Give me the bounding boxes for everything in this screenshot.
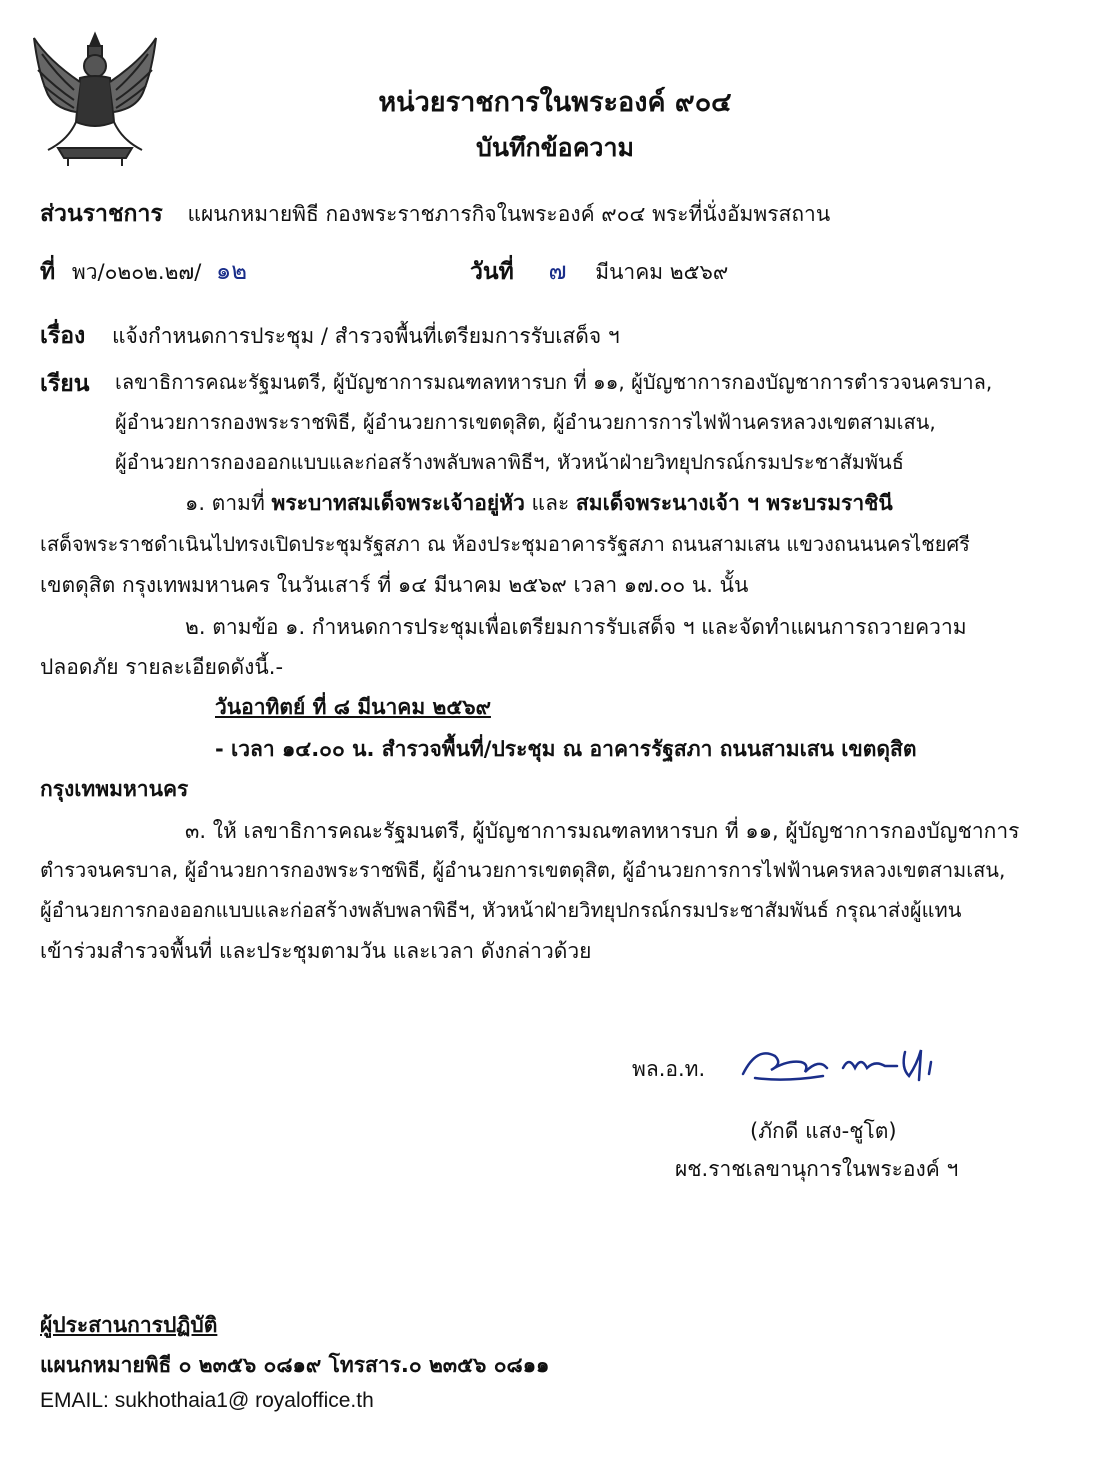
recipient-line: เลขาธิการคณะรัฐมนตรี, ผู้บัญชาการมณฑลทหารบก ที่ ๑๑, ผู้บัญชาการกองบัญชาการตำรวจนครบาล,: [115, 370, 993, 394]
handwritten-signature-icon: [735, 1038, 945, 1088]
recipient-line: ผู้อำนวยการกองออกแบบและก่อสร้างพลับพลาพิธีฯ, หัวหน้าฝ่ายวิทยุปกรณ์กรมประชาสัมพันธ์: [115, 450, 904, 474]
recipient-label: เรียน: [40, 371, 90, 397]
signer-rank: พล.อ.ท.: [632, 1057, 706, 1081]
department-label: ส่วนราชการ: [40, 201, 163, 227]
paragraph-2-line-2: ปลอดภัย รายละเอียดดังนี้.-: [40, 655, 284, 679]
document-type-title: บันทึกข้อความ: [476, 133, 634, 162]
schedule-item-continued: กรุงเทพมหานคร: [40, 777, 189, 801]
coordinator-heading: ผู้ประสานการปฏิบัติ: [40, 1313, 218, 1337]
reference-row: [40, 256, 247, 287]
paragraph-3-line-1: ๓. ให้ เลขาธิการคณะรัฐมนตรี, ผู้บัญชาการมณฑลทหารบก ที่ ๑๑, ผู้บัญชาการกองบัญชาการ: [185, 819, 1020, 843]
paragraph-1-line-2: เสด็จพระราชดำเนินไปทรงเปิดประชุมรัฐสภา ณ ห้องประชุมอาคารรัฐสภา ถนนสามเสน แขวงถนนนครไชยศรี: [40, 532, 970, 556]
paragraph-1-and: และ: [531, 491, 570, 515]
paragraph-3-line-2: ตำรวจนครบาล, ผู้อำนวยการกองพระราชพิธี, ผู้อำนวยการเขตดุสิต, ผู้อำนวยการการไฟฟ้านครหลวงเขตสามเสน,: [40, 858, 1006, 882]
schedule-date: วันอาทิตย์ ที่ ๘ มีนาคม ๒๕๖๙: [215, 695, 491, 719]
paragraph-3-line-4: เข้าร่วมสำรวจพื้นที่ และประชุมตามวัน และเวลา ดังกล่าวด้วย: [40, 939, 592, 963]
subject-row: [40, 322, 620, 351]
subject-value: แจ้งกำหนดการประชุม / สำรวจพื้นที่เตรียมการรับเสด็จ ฯ: [111, 324, 620, 348]
date-label: วันที่: [470, 259, 514, 285]
paragraph-1-prefix: ๑. ตามที่: [185, 491, 265, 515]
reference-prefix: พว/๐๒๐๒.๒๗/: [71, 260, 202, 284]
paragraph-1-line-3: เขตดุสิต กรุงเทพมหานคร ในวันเสาร์ ที่ ๑๔ มีนาคม ๒๕๖๙ เวลา ๑๗.๐๐ น. นั้น: [40, 573, 749, 597]
recipient-label-wrap: [40, 370, 89, 399]
reference-number: ๑๒: [215, 257, 248, 285]
organization-title: หน่วยราชการในพระองค์ ๙๐๔: [378, 87, 732, 118]
date-row: [470, 256, 728, 287]
paragraph-1-queen: สมเด็จพระนางเจ้า ฯ พระบรมราชินี: [575, 491, 893, 515]
coordinator-email[interactable]: EMAIL: sukhothaia1@ royaloffice.th: [40, 1389, 374, 1412]
subject-label: เรื่อง: [40, 323, 86, 349]
schedule-item: - เวลา ๑๔.๐๐ น. สำรวจพื้นที่/ประชุม ณ อาคารรัฐสภา ถนนสามเสน เขตดุสิต: [215, 737, 917, 761]
recipient-line: ผู้อำนวยการกองพระราชพิธี, ผู้อำนวยการเขตดุสิต, ผู้อำนวยการการไฟฟ้านครหลวงเขตสามเสน,: [115, 410, 936, 434]
reference-label: ที่: [40, 259, 56, 285]
department-value: แผนกหมายพิธี กองพระราชภารกิจในพระองค์ ๙๐๔ พระที่นั่งอัมพรสถาน: [187, 202, 831, 226]
paragraph-1-king: พระบาทสมเด็จพระเจ้าอยู่หัว: [271, 491, 525, 515]
paragraph-3-line-3: ผู้อำนวยการกองออกแบบและก่อสร้างพลับพลาพิธีฯ, หัวหน้าฝ่ายวิทยุปกรณ์กรมประชาสัมพันธ์ กรุณาส่งผู้แทน: [40, 898, 962, 922]
date-month-year: มีนาคม ๒๕๖๙: [595, 260, 729, 284]
signer-name: (ภักดี แสง-ชูโต): [750, 1119, 897, 1143]
paragraph-2-line-1: ๒. ตามข้อ ๑. กำหนดการประชุมเพื่อเตรียมการรับเสด็จ ฯ และจัดทำแผนการถวายความ: [185, 615, 967, 639]
coordinator-contact: แผนกหมายพิธี ๐ ๒๓๕๖ ๐๘๑๙ โทรสาร.๐ ๒๓๕๖ ๐๘๑๑: [40, 1353, 550, 1377]
signer-position: ผช.ราชเลขานุการในพระองค์ ฯ: [675, 1157, 959, 1181]
department-row: [40, 200, 830, 229]
paragraph-1-line-1: [185, 490, 893, 516]
date-day: ๗: [548, 257, 567, 285]
